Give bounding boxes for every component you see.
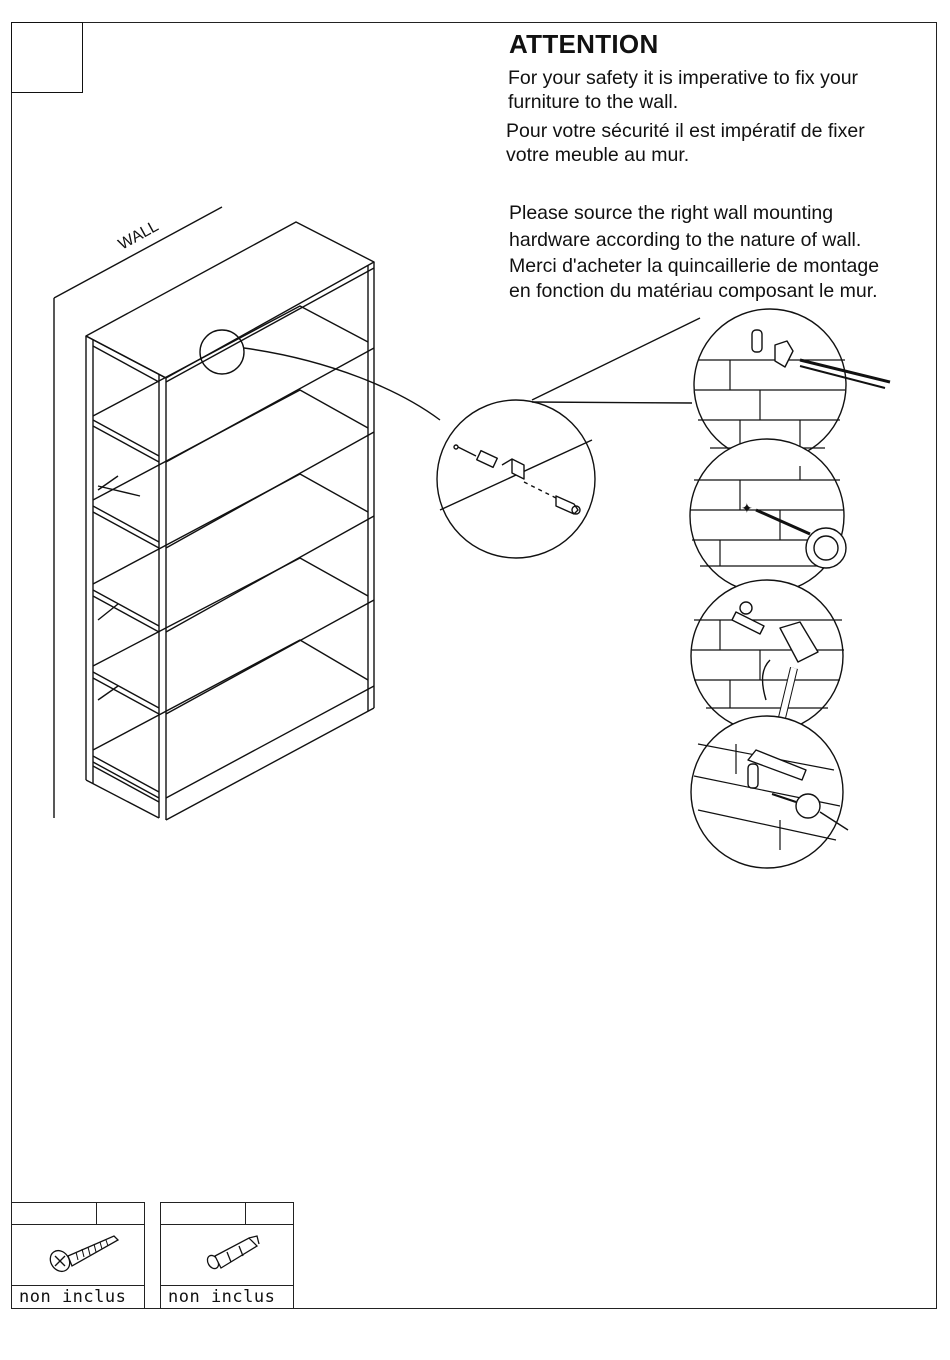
attention-title: ATTENTION [509, 29, 659, 59]
part-note-screw: non inclus [12, 1285, 144, 1308]
hardware-text-fr-2: en fonction du matériau composant le mur. [509, 280, 878, 302]
mounting-step-1-marking [694, 309, 890, 461]
mounting-step-3-plug [691, 580, 844, 732]
wall-plug-icon [161, 1224, 295, 1284]
bracket-detail-view [437, 400, 595, 558]
mounting-step-4-screwing [691, 716, 848, 868]
part-box-screw [11, 1202, 145, 1309]
safety-text-fr: Pour votre sécurité il est impératif de fixer votre meuble au mur. [506, 120, 865, 166]
mounting-step-2-drilling [690, 439, 846, 593]
hardware-text-en-2: hardware according to the nature of wall. [509, 229, 862, 251]
bookshelf-drawing [86, 222, 440, 820]
wall-label: WALL [115, 217, 162, 254]
part-box-wall-plug [160, 1202, 294, 1309]
safety-text-en: For your safety it is imperative to fix your furniture to the wall. [508, 67, 859, 113]
screw-icon [12, 1224, 146, 1284]
hardware-text-fr-1: Merci d'acheter la quincaillerie de montage [509, 255, 880, 277]
part-note-wall-plug: non inclus [161, 1285, 293, 1308]
svg-text:✦: ✦ [741, 500, 753, 516]
hardware-text-en-1: Please source the right wall mounting [509, 202, 834, 224]
